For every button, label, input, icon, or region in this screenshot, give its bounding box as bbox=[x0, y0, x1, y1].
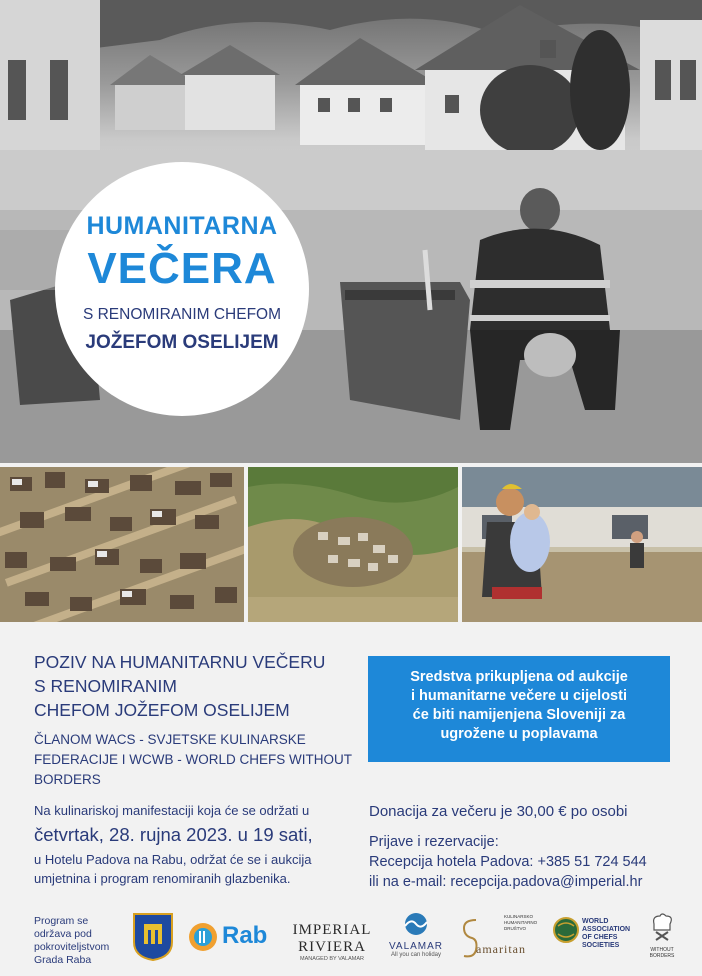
circle-subtitle: S RENOMIRANIM CHEFOM bbox=[82, 306, 282, 323]
wacs-line4: SOCIETIES bbox=[582, 942, 620, 949]
rab-circle-icon bbox=[188, 922, 218, 952]
rab-coat-of-arms-logo bbox=[132, 912, 174, 962]
imperial-riviera-logo bbox=[292, 912, 372, 962]
patron-line2: održava pod bbox=[34, 928, 92, 940]
chef-hat-icon bbox=[650, 912, 674, 942]
invitation-title-line3: CHEFOM JOŽEFOM OSELIJEM bbox=[34, 700, 290, 720]
samaritan-logo bbox=[460, 912, 540, 962]
notice-line3: će biti namijenjena Sloveniji za bbox=[412, 707, 626, 723]
patron-line3: pokroviteljstvom bbox=[34, 941, 110, 953]
wacs-line1: WORLD bbox=[582, 918, 609, 925]
donation-notice-box bbox=[368, 656, 670, 762]
valamar-wave-icon bbox=[401, 912, 431, 936]
event-date: četvrtak, 28. rujna 2023. u 19 sati, bbox=[34, 824, 313, 845]
samaritan-small3: DRUŠTVO bbox=[504, 926, 527, 931]
rab-tourism-logo bbox=[188, 912, 280, 962]
wacs-globe-icon bbox=[552, 916, 580, 946]
rab-logo-text: Rab bbox=[222, 922, 268, 949]
patron-line4: Grada Raba bbox=[34, 954, 92, 966]
event-title-circle bbox=[55, 162, 309, 416]
notice-line4: ugrožene u poplavama bbox=[440, 726, 598, 742]
circle-heading-humanitarna: HUMANITARNA bbox=[86, 212, 278, 240]
patron-line1: Program se bbox=[34, 915, 89, 927]
wacs-logo bbox=[552, 912, 638, 962]
patronage-text bbox=[34, 915, 124, 967]
event-place-line1: u Hotelu Padova na Rabu, održat će se i aukcija bbox=[34, 852, 312, 867]
imperial-text: IMPERIAL bbox=[292, 922, 372, 938]
world-chefs-without-borders-logo bbox=[642, 912, 682, 962]
valamar-tagline: All you can holiday bbox=[390, 952, 442, 958]
invitation-sub-line3: BORDERS bbox=[34, 772, 101, 787]
booking-email: ili na e-mail: recepcija.padova@imperial.hr bbox=[369, 874, 643, 890]
event-intro: Na kulinariskoj manifestaciji koja će se održati u bbox=[34, 803, 310, 818]
booking-label: Prijave i rezervacije: bbox=[369, 834, 499, 850]
riviera-text: RIVIERA bbox=[298, 939, 366, 955]
circle-heading-vecera: VEČERA bbox=[87, 244, 277, 293]
event-place-line2: umjetnina i program renomiranih glazbenika. bbox=[34, 871, 291, 886]
donation-price: Donacija za večeru je 30,00 € po osobi bbox=[369, 803, 628, 820]
notice-line2: i humanitarne večere u cijelosti bbox=[411, 688, 627, 704]
samaritan-text: amaritan bbox=[476, 942, 526, 956]
hero-photo bbox=[0, 0, 702, 463]
invitation-block bbox=[34, 650, 354, 790]
invitation-sub-line2: FEDERACIJE I WCWB - WORLD CHEFS WITHOUT bbox=[34, 752, 352, 767]
samaritan-small2: HUMANITARNO bbox=[504, 920, 538, 925]
samaritan-small1: KULINARSKO bbox=[504, 914, 534, 919]
invitation-sub-line1: ČLANOM WACS - SVJETSKE KULINARSKE bbox=[34, 732, 306, 747]
aerial-flood-photo-2 bbox=[248, 467, 458, 622]
wcwb-line2: BORDERS bbox=[649, 953, 675, 959]
aerial-flood-photo-1 bbox=[0, 467, 244, 622]
managed-by-text: MANAGED BY VALAMAR bbox=[300, 956, 364, 962]
invitation-title-line1: POZIV NA HUMANITARNU VEČERU bbox=[34, 652, 326, 672]
wacs-line3: OF CHEFS bbox=[582, 934, 618, 941]
invitation-title-line2: S RENOMIRANIM bbox=[34, 676, 177, 696]
event-details bbox=[34, 802, 354, 888]
notice-line1: Sredstva prikupljena od aukcije bbox=[410, 669, 628, 685]
booking-info bbox=[369, 802, 689, 892]
valamar-logo bbox=[384, 912, 448, 962]
rescue-photo bbox=[462, 467, 702, 622]
wcwb-line1: WITHOUT bbox=[650, 947, 674, 953]
valamar-text: VALAMAR bbox=[388, 941, 444, 952]
booking-phone: Recepcija hotela Padova: +385 51 724 544 bbox=[369, 854, 647, 870]
circle-chef-name: JOŽEFOM OSELIJEM bbox=[85, 332, 279, 353]
wacs-line2: ASSOCIATION bbox=[582, 926, 631, 933]
